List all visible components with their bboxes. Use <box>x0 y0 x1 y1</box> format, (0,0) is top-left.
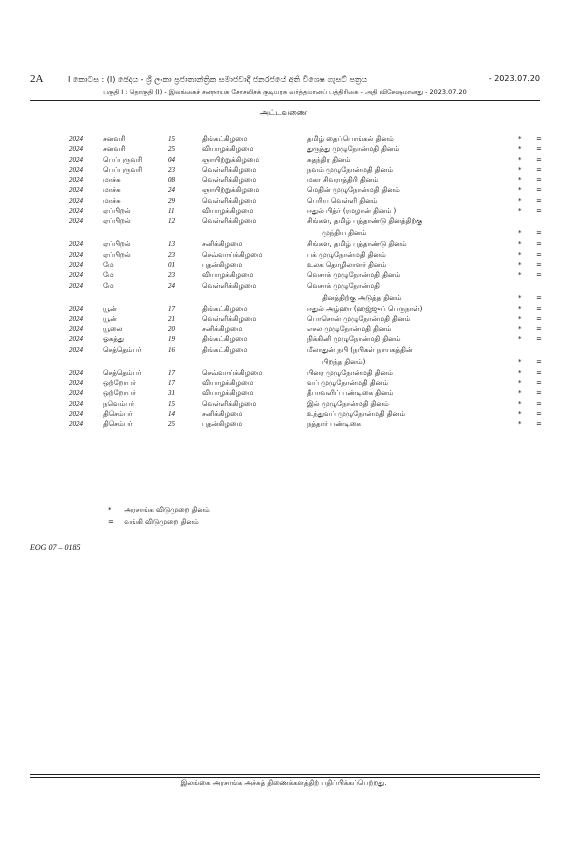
day-cell: 04 <box>168 155 175 164</box>
day-cell: 25 <box>168 420 175 429</box>
bank-holiday-mark: = <box>536 176 542 185</box>
table-row <box>0 388 567 398</box>
public-holiday-mark: * <box>518 379 522 388</box>
holiday-cell: பெரிய வெள்ளி தினம் <box>307 196 378 205</box>
public-holiday-mark: * <box>518 399 522 408</box>
public-holiday-mark: * <box>518 240 522 249</box>
page-number: 2A <box>30 73 44 85</box>
bank-holiday-mark: = <box>536 409 542 418</box>
year-cell: 2024 <box>69 250 83 259</box>
day-cell: 17 <box>168 304 175 313</box>
table-row <box>0 378 567 388</box>
gazette-header-sinhala <box>30 73 540 85</box>
public-holiday-mark: * <box>518 293 522 302</box>
public-holiday-mark: * <box>518 335 522 344</box>
table-row <box>0 250 567 260</box>
day-cell: 17 <box>168 379 175 388</box>
holiday-cell: தமிழ் தைப்பொங்கல் தினம் <box>307 135 394 143</box>
year-cell: 2024 <box>69 409 83 418</box>
day-cell: 23 <box>168 250 175 259</box>
month-cell: மே <box>103 260 114 269</box>
weekday-cell: திங்கட்கிழமை <box>202 304 248 313</box>
weekday-cell: வெள்ளிக்கிழமை <box>202 399 257 408</box>
table-row <box>0 216 567 239</box>
table-row <box>0 281 567 304</box>
table-row <box>0 324 567 334</box>
legend <box>108 504 210 528</box>
bank-holiday-mark: = <box>536 420 542 429</box>
public-holiday-mark: * <box>518 357 522 366</box>
weekday-cell: புதன்கிழமை <box>202 420 243 429</box>
weekday-cell: ஞாயிற்றுக்கிழமை <box>202 186 260 195</box>
footer-divider <box>30 774 540 775</box>
year-cell: 2024 <box>69 399 83 408</box>
month-cell: யூன் <box>103 304 117 313</box>
month-cell: ஓகத்து <box>103 335 124 344</box>
holiday-cell-continued: முந்திய தினம் <box>322 229 367 238</box>
public-holiday-mark: * <box>518 186 522 195</box>
day-cell: 08 <box>168 176 175 185</box>
table-row <box>0 345 567 368</box>
day-cell: 19 <box>168 335 175 344</box>
day-cell: 21 <box>168 314 175 323</box>
footer-divider <box>30 777 540 778</box>
day-cell: 29 <box>168 196 175 205</box>
holiday-cell: ஈதுல் அழ்ஹா (ஹஜ்ஜுப் பெருநாள்) <box>307 304 423 313</box>
year-cell: 2024 <box>69 389 83 398</box>
legend-text: வங்கி விடுமுறை தினம் <box>124 518 199 526</box>
weekday-cell: வெள்ளிக்கிழமை <box>202 196 257 205</box>
day-cell: 17 <box>168 368 175 377</box>
public-holiday-mark: * <box>518 389 522 398</box>
year-cell: 2024 <box>69 240 83 249</box>
holiday-cell-continued: பிறந்த தினம்) <box>322 357 366 366</box>
public-holiday-mark: * <box>518 271 522 280</box>
day-cell: 11 <box>168 207 175 216</box>
day-cell: 24 <box>168 281 175 290</box>
bank-holiday-mark: = <box>536 186 542 195</box>
public-holiday-mark: * <box>518 368 522 377</box>
day-cell: 20 <box>168 325 175 334</box>
weekday-cell: சனிக்கிழமை <box>202 409 243 418</box>
weekday-cell: திங்கட்கிழமை <box>202 345 248 354</box>
weekday-cell: வியாழக்கிழமை <box>202 389 254 398</box>
month-cell: பெப்புருவரி <box>103 155 143 164</box>
bank-holiday-mark: = <box>536 368 542 377</box>
public-holiday-mark: * <box>518 135 522 143</box>
table-row <box>0 239 567 249</box>
year-cell: 2024 <box>69 186 83 195</box>
bank-holiday-mark: = <box>536 250 542 259</box>
bank-holiday-mark: = <box>536 325 542 334</box>
weekday-cell: திங்கட்கிழமை <box>202 135 248 143</box>
month-cell: ஏப்பிறல் <box>103 207 131 216</box>
table-row <box>0 304 567 314</box>
month-cell: நவெம்பர் <box>103 399 135 408</box>
month-cell: சனவரி <box>103 135 126 143</box>
holiday-cell: நவம் முழுநோன்மதி தினம் <box>307 165 393 174</box>
holiday-cell: சிங்கள, தமிழ் புத்தாண்டு தினத்திற்கு <box>307 217 423 226</box>
holiday-cell: துருத்து முழுநோன்மதி தினம் <box>307 145 400 154</box>
year-cell: 2024 <box>69 196 83 205</box>
weekday-cell: வெள்ளிக்கிழமை <box>202 165 257 174</box>
weekday-cell: செவ்வாய்க்கிழமை <box>202 250 263 259</box>
bank-holiday-mark: = <box>536 335 542 344</box>
public-holiday-mark: * <box>518 260 522 269</box>
table-row <box>0 165 567 175</box>
month-cell: மே <box>103 281 114 290</box>
year-cell: 2024 <box>69 155 83 164</box>
holiday-cell: வெசாக் முழுநோன்மதி <box>307 281 380 290</box>
month-cell: சனவரி <box>103 145 126 154</box>
bank-holiday-mark: = <box>536 155 542 164</box>
holiday-cell: பக் முழுநோன்மதி தினம் <box>307 250 386 259</box>
holiday-cell: மெதின் முழுநோன்மதி தினம் <box>307 186 400 195</box>
table-row <box>0 260 567 270</box>
month-cell: மாச்சு <box>103 176 121 185</box>
day-cell: 13 <box>168 240 175 249</box>
year-cell: 2024 <box>69 335 83 344</box>
header-sinhala-text: I කොටස : (I) ඡෙදය - ශ්‍රී ලංකා ප්‍රජාතාන්ත්‍රික සමාජවාදී ජනරජයේ අති විශෙෂ ගැසට් පත්‍රය <box>68 75 368 84</box>
holiday-cell: இல் முழுநோன்மதி தினம் <box>307 399 389 408</box>
day-cell: 23 <box>168 271 175 280</box>
table-row <box>0 399 567 409</box>
day-cell: 25 <box>168 145 175 154</box>
table-row <box>0 368 567 378</box>
public-holiday-mark: * <box>518 176 522 185</box>
weekday-cell: வியாழக்கிழமை <box>202 207 254 216</box>
holiday-cell: ஈதுல் பித்ர் (ரமழான் தினம் ) <box>307 207 397 216</box>
year-cell: 2024 <box>69 281 83 290</box>
public-holiday-mark: * <box>518 409 522 418</box>
year-cell: 2024 <box>69 260 83 269</box>
day-cell: 15 <box>168 399 175 408</box>
bank-holiday-mark: = <box>536 271 542 280</box>
table-row <box>0 175 567 185</box>
day-cell: 24 <box>168 186 175 195</box>
year-cell: 2024 <box>69 165 83 174</box>
bank-holiday-mark: = <box>536 229 542 238</box>
month-cell: திசெம்பர் <box>103 420 133 429</box>
legend-symbol: = <box>108 518 114 526</box>
day-cell: 31 <box>168 389 175 398</box>
year-cell: 2024 <box>69 135 83 143</box>
day-cell: 15 <box>168 135 175 143</box>
holiday-cell: நிக்கினி முழுநோன்மதி தினம் <box>307 335 401 344</box>
weekday-cell: வெள்ளிக்கிழமை <box>202 314 257 323</box>
bank-holiday-mark: = <box>536 240 542 249</box>
table-row <box>0 196 567 206</box>
table-row <box>0 155 567 165</box>
public-holiday-mark: * <box>518 165 522 174</box>
month-cell: செத்தெம்பர் <box>103 368 142 377</box>
bank-holiday-mark: = <box>536 293 542 302</box>
month-cell: யூலை <box>103 325 123 334</box>
year-cell: 2024 <box>69 207 83 216</box>
year-cell: 2024 <box>69 420 83 429</box>
weekday-cell: வியாழக்கிழமை <box>202 379 254 388</box>
reference-code: EOG 07 – 0185 <box>30 543 81 552</box>
month-cell: ஏப்பிறல் <box>103 240 131 249</box>
year-cell: 2024 <box>69 345 83 354</box>
table-row <box>0 334 567 344</box>
month-cell: மாச்சு <box>103 186 121 195</box>
weekday-cell: வெள்ளிக்கிழமை <box>202 176 257 185</box>
holiday-table <box>0 134 567 430</box>
month-cell: ஏப்பிறல் <box>103 217 131 226</box>
year-cell: 2024 <box>69 314 83 323</box>
public-holiday-mark: * <box>518 229 522 238</box>
bank-holiday-mark: = <box>536 357 542 366</box>
table-row <box>0 419 567 429</box>
weekday-cell: வெள்ளிக்கிழமை <box>202 281 257 290</box>
holiday-cell: எசல முழுநோன்மதி தினம் <box>307 325 392 334</box>
header-date: - 2023.07.20 <box>488 74 540 83</box>
holiday-cell: பொசொன் முழுநோன்மதி தினம் <box>307 314 411 323</box>
public-holiday-mark: * <box>518 314 522 323</box>
holiday-cell: தீபாவளிப் பண்டிகை தினம் <box>307 389 394 398</box>
month-cell: மாச்சு <box>103 196 121 205</box>
holiday-cell: சிங்கள, தமிழ் புத்தாண்டு தினம் <box>307 240 407 249</box>
weekday-cell: சனிக்கிழமை <box>202 240 243 249</box>
holiday-cell: சுதந்திர தினம் <box>307 155 351 164</box>
public-holiday-mark: * <box>518 325 522 334</box>
year-cell: 2024 <box>69 304 83 313</box>
table-row <box>0 314 567 324</box>
year-cell: 2024 <box>69 217 83 226</box>
month-cell: பெப்புருவரி <box>103 165 143 174</box>
day-cell: 01 <box>168 260 175 269</box>
table-row <box>0 144 567 154</box>
weekday-cell: ஞாயிற்றுக்கிழமை <box>202 155 260 164</box>
printer-footer: இலங்கை அரசாங்க அச்சுத் திணைக்களத்திற் பதிப்பிக்கப்பெற்றது. <box>180 779 387 787</box>
day-cell: 16 <box>168 345 175 354</box>
holiday-cell-continued: தினத்திற்கு அடுத்த தினம் <box>322 293 402 302</box>
table-row <box>0 409 567 419</box>
day-cell: 12 <box>168 217 175 226</box>
public-holiday-mark: * <box>518 420 522 429</box>
holiday-cell: வப் முழுநோன்மதி தினம் <box>307 379 389 388</box>
legend-item-bank <box>108 516 210 528</box>
holiday-cell: வெசாக் முழுநோன்மதி தினம் <box>307 271 401 280</box>
year-cell: 2024 <box>69 145 83 154</box>
legend-symbol: * <box>108 506 112 514</box>
month-cell: மே <box>103 271 114 280</box>
weekday-cell: வெள்ளிக்கிழமை <box>202 217 257 226</box>
holiday-cell: நத்தார் பண்டிகை <box>307 420 361 429</box>
weekday-cell: வியாழக்கிழமை <box>202 145 254 154</box>
year-cell: 2024 <box>69 379 83 388</box>
holiday-cell: மகா சிவராத்திரி தினம் <box>307 176 379 185</box>
holiday-cell: உந்துவப் முழுநோன்மதி தினம் <box>307 409 405 418</box>
bank-holiday-mark: = <box>536 399 542 408</box>
holiday-cell: உலக தொழிலாளர் தினம் <box>307 260 387 269</box>
month-cell: ஏப்பிறல் <box>103 250 131 259</box>
month-cell: ஒற்றோபர் <box>103 379 136 388</box>
day-cell: 14 <box>168 409 175 418</box>
schedule-title: அட்டவணை <box>259 108 308 117</box>
public-holiday-mark: * <box>518 250 522 259</box>
gazette-header-tamil: பகுதி I : தொகுதி (I) - இலங்கைச் சனநாயக சோசலிசக் குடியரசு வர்த்தமானப் பத்திரிகை - அதி விசேஷமானது - 2023.07.20 <box>103 88 467 96</box>
day-cell: 23 <box>168 165 175 174</box>
bank-holiday-mark: = <box>536 389 542 398</box>
public-holiday-mark: * <box>518 155 522 164</box>
bank-holiday-mark: = <box>536 207 542 216</box>
public-holiday-mark: * <box>518 304 522 313</box>
table-row <box>0 134 567 144</box>
bank-holiday-mark: = <box>536 379 542 388</box>
bank-holiday-mark: = <box>536 165 542 174</box>
weekday-cell: செவ்வாய்க்கிழமை <box>202 368 263 377</box>
public-holiday-mark: * <box>518 196 522 205</box>
public-holiday-mark: * <box>518 145 522 154</box>
table-row <box>0 206 567 216</box>
weekday-cell: திங்கட்கிழமை <box>202 335 248 344</box>
bank-holiday-mark: = <box>536 260 542 269</box>
legend-text: அரசாங்க விடுமுறை தினம் <box>124 506 210 514</box>
header-divider <box>30 100 540 101</box>
month-cell: ஒற்றோபர் <box>103 389 136 398</box>
weekday-cell: புதன்கிழமை <box>202 260 243 269</box>
month-cell: யூன் <box>103 314 117 323</box>
table-row <box>0 185 567 195</box>
bank-holiday-mark: = <box>536 314 542 323</box>
month-cell: செத்தெம்பர் <box>103 345 142 354</box>
bank-holiday-mark: = <box>536 196 542 205</box>
bank-holiday-mark: = <box>536 145 542 154</box>
public-holiday-mark: * <box>518 207 522 216</box>
weekday-cell: சனிக்கிழமை <box>202 325 243 334</box>
year-cell: 2024 <box>69 271 83 280</box>
holiday-cell: பினர முழுநோன்மதி தினம் <box>307 368 393 377</box>
legend-item-public <box>108 504 210 516</box>
table-row <box>0 270 567 280</box>
holiday-cell: மீலாதுன் நபி (நபிகள் நாயகத்தின் <box>307 345 413 354</box>
bank-holiday-mark: = <box>536 304 542 313</box>
bank-holiday-mark: = <box>536 135 542 143</box>
year-cell: 2024 <box>69 176 83 185</box>
weekday-cell: வியாழக்கிழமை <box>202 271 254 280</box>
year-cell: 2024 <box>69 368 83 377</box>
month-cell: திசெம்பர் <box>103 409 133 418</box>
year-cell: 2024 <box>69 325 83 334</box>
